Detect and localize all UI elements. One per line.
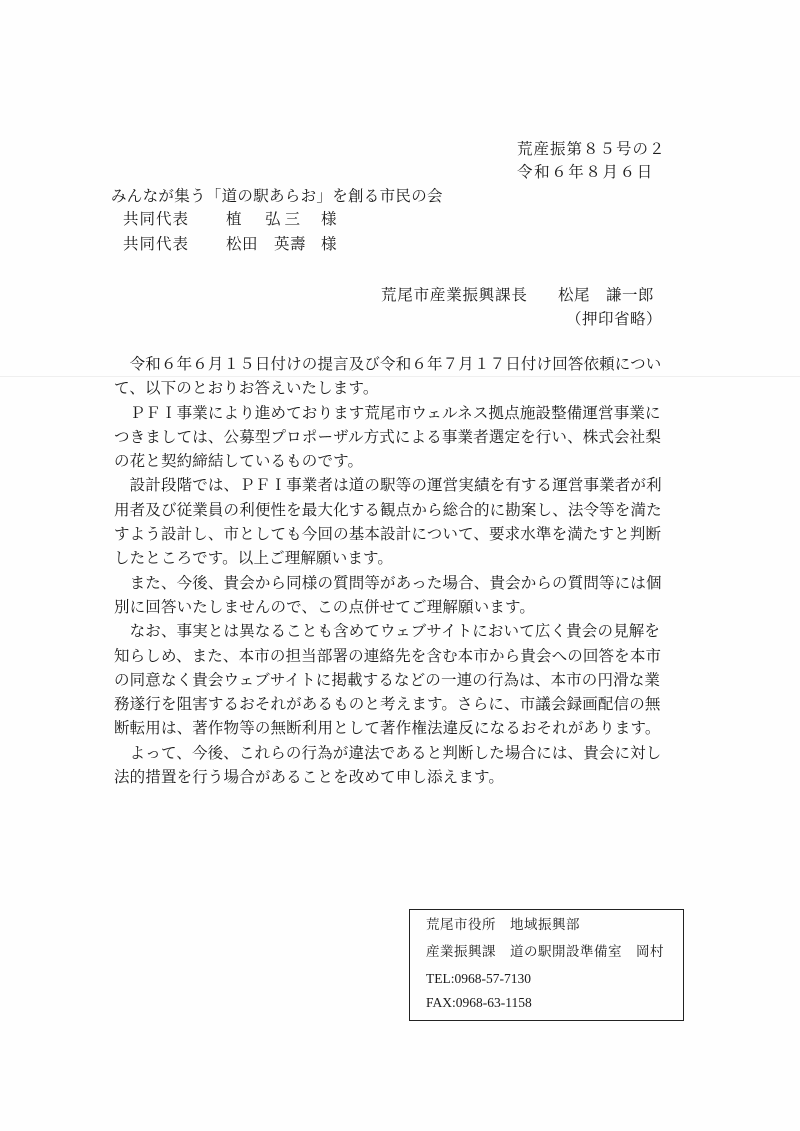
representative-honorific: 様 (321, 210, 337, 228)
body-line: 断転用は、著作物等の無断利用として著作権法違反になるおそれがあります。 (114, 719, 661, 738)
body-line: の同意なく貴会ウェブサイトに掲載するなどの一連の行為は、本市の円滑な業 (114, 670, 661, 689)
body-line: の花と契約締結しているものです。 (114, 452, 364, 471)
representative-title: 共同代表 (123, 235, 190, 253)
body-line: て、以下のとおりお答えいたします。 (114, 379, 379, 398)
contact-department: 産業振興課 道の駅開設準備室 岡村 (426, 944, 664, 960)
body-line: 法的措置を行う場合があることを改めて申し添えます。 (114, 768, 505, 787)
seal-omitted-note: （押印省略） (566, 310, 663, 328)
recipient-organization: みんなが集う「道の駅あらお」を創る市民の会 (111, 187, 443, 205)
representative-row (123, 234, 383, 254)
body-line: 用者及び従業員の利便性を最大化する観点から総合的に勘案し、法令等を満た (114, 500, 662, 519)
letter-body (114, 352, 704, 789)
sender-title: 荒尾市産業振興課長 (381, 286, 528, 304)
body-line: 別に回答いたしませんので、この点併せてご理解願います。 (114, 597, 536, 616)
representative-name: 植 弘三 (226, 210, 305, 228)
representative-name: 松田 英壽 (226, 235, 307, 253)
body-line: ＰＦＩ事業により進めております荒尾市ウェルネス拠点施設整備運営事業に (114, 403, 661, 422)
representative-title: 共同代表 (123, 210, 190, 228)
body-line: 設計段階では、ＰＦＩ事業者は道の駅等の運営実績を有する運営事業者が利 (114, 476, 662, 495)
document-date: 令和６年８月６日 (517, 163, 654, 181)
body-line: つきましては、公募型プロポーザル方式による事業者選定を行い、株式会社梨 (114, 427, 661, 446)
body-line: 務遂行を阻害するおそれがあるものと考えます。さらに、市議会録画配信の無 (114, 695, 661, 714)
body-line: 令和６年６月１５日付けの提言及び令和６年７月１７日付け回答依頼につい (114, 355, 662, 373)
contact-info-box (409, 909, 684, 1021)
body-line: なお、事実とは異なることも含めてウェブサイトにおいて広く貴会の見解を (114, 622, 661, 641)
body-line: また、今後、貴会から同様の質問等があった場合、貴会からの質問等には個 (114, 573, 662, 592)
body-line: すよう設計し、市としても今回の基本設計について、要求水準を満たすと判断 (114, 525, 662, 544)
sender-name: 松尾 謙一郎 (558, 286, 655, 304)
representative-honorific: 様 (321, 235, 337, 253)
document-number: 荒産振第８５号の２ (517, 140, 666, 158)
contact-phone: TEL:0968-57-7130 (426, 971, 531, 986)
contact-office: 荒尾市役所 地域振興部 (426, 917, 580, 933)
contact-fax: FAX:0968-63-1158 (426, 995, 532, 1010)
body-line: 知らしめ、また、本市の担当部署の連絡先を含む本市から貴会への回答を本市 (114, 646, 662, 665)
body-line: よって、今後、これらの行為が違法であると判断した場合には、貴会に対し (114, 743, 662, 762)
sender-row (381, 285, 681, 305)
representative-row (123, 209, 383, 229)
body-line: したところです。以上ご理解願います。 (114, 549, 394, 568)
